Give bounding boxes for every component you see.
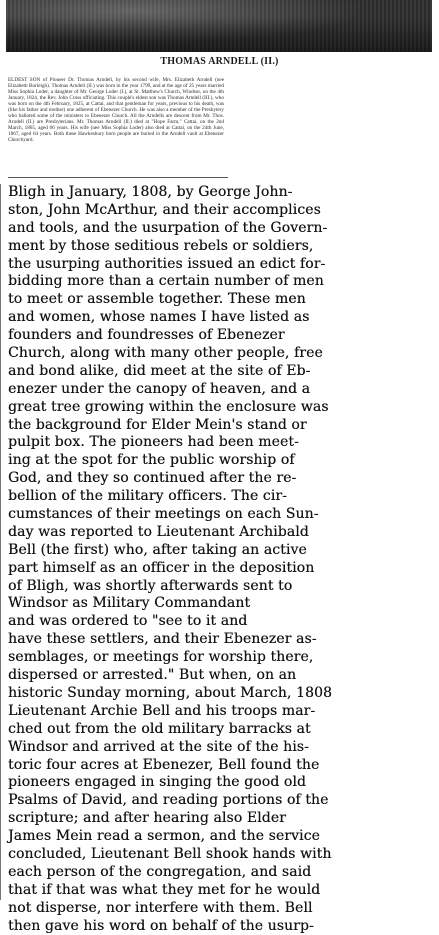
article-line: the usurping authorities issued an edict for- [8,255,326,272]
article-line: Church, along with many other people, free [8,345,323,362]
article-line: pioneers engaged in singing the good old [8,774,307,791]
article-line: founders and foundresses of Ebenezer [8,327,285,344]
article-line: Lieutenant Archie Bell and his troops mar- [8,702,316,719]
article-line: ment by those seditious rebels or soldiers, [8,237,314,254]
article-line: that if that was what they met for he would [8,881,321,898]
article-line: great tree growing within the enclosure was [8,398,329,415]
article-line: of Bligh, was shortly afterwards sent to [8,577,293,594]
article-line: and tools, and the usurpation of the Govern- [8,219,328,236]
article-line: ched out from the old military barracks at [8,720,311,737]
article-line: then gave his word on behalf of the usurp- [8,917,314,934]
article-line: scripture; and after hearing also Elder [8,810,286,827]
article-line: ing at the spot for the public worship of [8,452,295,469]
article-line: to meet or assemble together. These men [8,291,306,308]
article-line: and women, whose names I have listed as [8,309,310,326]
article-line: God, and they so continued after the re- [8,470,297,487]
article-line: historic Sunday morning, about March, 1808 [8,684,333,701]
article-line: ston, John McArthur, and their accomplices [8,201,321,218]
article-line: day was reported to Lieutenant Archibald [8,523,309,540]
article-line: part himself as an officer in the deposition [8,559,315,576]
article-line: bellion of the military officers. The cir- [8,488,287,505]
article-line: cumstances of their meetings on each Sun- [8,506,319,523]
article-line: each person of the congregation, and said [8,863,312,880]
article-line: the background for Elder Mein's stand or [8,416,307,433]
column-divider [8,177,228,178]
portrait-photo [6,0,432,52]
article-body [8,184,380,935]
article-line: concluded, Lieutenant Bell shook hands with [8,845,332,862]
caption-title: THOMAS ARNDELL (II.) [160,56,279,67]
caption-text: ELDEST SON of Pioneer Dr. Thomas Arndell, by his second wife, Mrs. Elizabeth Arndell (nee Elizabeth Burleigh). Thomas Arndell (II.) was born in the year 1799, and at the age of 25 years married Miss Sophia Loder, a daughter of Mr. George Loder (I.), at St. Matthew's Church, Windsor, on the 4th January, 1824, the Rev. John Cross officiating. This couple's eldest son was Thomas Arndell (III.), who was born on the 4th February, 1825, at Cattai, and that gentleman for years, previous to his death, was (like his father and mother) one adherent of Ebenezer Church. He was also a member of the Presbytery who balloted some of the ministers to Ebenezer Church. All the Arndells are descent from Mr. Thos. Arndell (II.) are Presbyterians. Mr. Thomas Arndell (II.) died at "Hope Farm," Cattai, on the 2nd March, 1865, aged 66 years. His wife (nee Miss Sophia Loder) also died at Cattai, on the 24th June, 1867, aged 64 years. Both these Hawkesbury born people are buried in the Arndell vault at Ebenezer Churchyard. [8,77,224,144]
article-line: toric four acres at Ebenezer, Bell found the [8,756,320,773]
article-line: semblages, or meetings for worship there, [8,649,314,666]
article-line: and bond alike, did meet at the site of Eb- [8,362,311,379]
article-line: have these settlers, and their Ebenezer as- [8,631,317,648]
article-line: Windsor as Military Commandant [8,595,251,612]
article-line: Psalms of David, and reading portions of the [8,792,329,809]
article-line: dispersed or arrested." But when, on an [8,667,297,684]
article-line: not disperse, nor interfere with them. Bell [8,899,313,916]
article-line: Bligh in January, 1808, by George John- [8,184,293,200]
article-line: Bell (the first) who, after taking an active [8,541,307,558]
column-edge [0,184,1,900]
article-line: James Mein read a sermon, and the service [8,828,320,845]
article-line: enezer under the canopy of heaven, and a [8,380,311,397]
article-line: bidding more than a certain number of men [8,273,324,290]
article-line: and was ordered to "see to it and [8,613,248,630]
article-line: Windsor and arrived at the site of the his- [8,738,309,755]
article-line: pulpit box. The pioneers had been meet- [8,434,299,451]
